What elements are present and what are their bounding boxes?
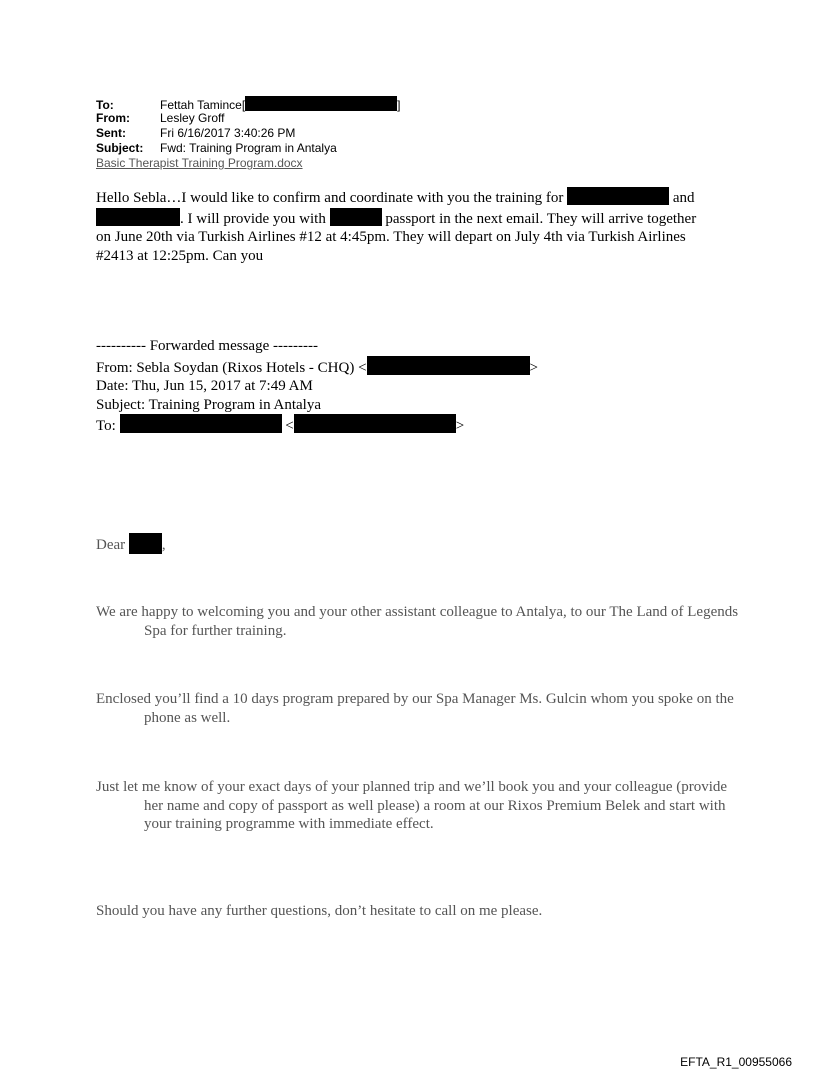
redaction-block	[567, 187, 669, 205]
greeting-punct: ,	[161, 537, 166, 553]
redaction-block	[294, 414, 456, 433]
redaction-block	[120, 414, 282, 433]
to-value: Fettah Tamince[	[160, 98, 246, 112]
email-header	[96, 96, 401, 171]
redaction-block	[245, 96, 397, 111]
subject-row	[96, 141, 401, 156]
sent-row	[96, 126, 401, 141]
greeting-text: Dear	[96, 537, 126, 553]
forward-from-close: >	[529, 359, 539, 376]
to-row	[96, 96, 401, 111]
document-id: EFTA_R1_00955066	[680, 1055, 792, 1069]
redaction-block	[330, 208, 382, 226]
sent-value: Fri 6/16/2017 3:40:26 PM	[160, 126, 296, 140]
greeting	[96, 533, 166, 554]
redaction-block	[367, 356, 530, 375]
forward-to: To:	[96, 418, 116, 434]
forward-to-open: <	[285, 418, 294, 434]
redaction-block	[129, 533, 162, 554]
redaction-block	[96, 208, 180, 226]
forward-date: Date: Thu, Jun 15, 2017 at 7:49 AM	[96, 378, 313, 394]
message-part-2: and	[672, 190, 695, 206]
from-value: Lesley Groff	[160, 111, 225, 125]
from-row	[96, 111, 401, 126]
subject-label: Subject:	[96, 141, 144, 155]
subject-value: Fwd: Training Program in Antalya	[160, 141, 337, 155]
to-label: To:	[96, 98, 114, 112]
message-part-4: passport in the next email. They will arrive together on June 20th via Turkish Airlines #12 at 4:45pm. They will depart on July 4th via Turkish Airlines #2413 at 12:25pm. Can you	[96, 210, 697, 264]
sent-label: Sent:	[96, 126, 126, 140]
letter-paragraph-1: We are happy to welcoming you and your other assistant colleague to Antalya, to our The Land of Legends Spa for further training.	[96, 604, 739, 639]
letter-paragraph-4: Should you have any further questions, don’t hesitate to call on me please.	[96, 903, 543, 919]
from-label: From:	[96, 111, 130, 125]
forwarded-header	[96, 337, 538, 436]
to-bracket-close: ]	[397, 98, 401, 112]
attachment-row	[96, 156, 401, 171]
attachment-link[interactable]: Basic Therapist Training Program.docx	[96, 156, 303, 170]
forward-to-row	[96, 414, 538, 436]
forward-from-row	[96, 356, 538, 378]
forward-subject: Subject: Training Program in Antalya	[96, 396, 321, 413]
forward-separator: ---------- Forwarded message ---------	[96, 338, 318, 354]
message-part-1: Hello Sebla…I would like to confirm and coordinate with you the training for	[96, 190, 564, 206]
forward-from: From: Sebla Soydan (Rixos Hotels - CHQ) <	[96, 359, 367, 376]
forward-to-close: >	[455, 418, 465, 434]
message-body	[96, 187, 708, 265]
letter-paragraph-2: Enclosed you’ll find a 10 days program prepared by our Spa Manager Ms. Gulcin whom you spoke on the phone as well.	[96, 691, 734, 726]
message-part-3: . I will provide you with	[180, 210, 326, 227]
letter-paragraph-3: Just let me know of your exact days of your planned trip and we’ll book you and your colleague (provide her name and copy of passport as well please) a room at our Rixos Premium Belek and start with your training programme with immediate effect.	[96, 779, 728, 832]
